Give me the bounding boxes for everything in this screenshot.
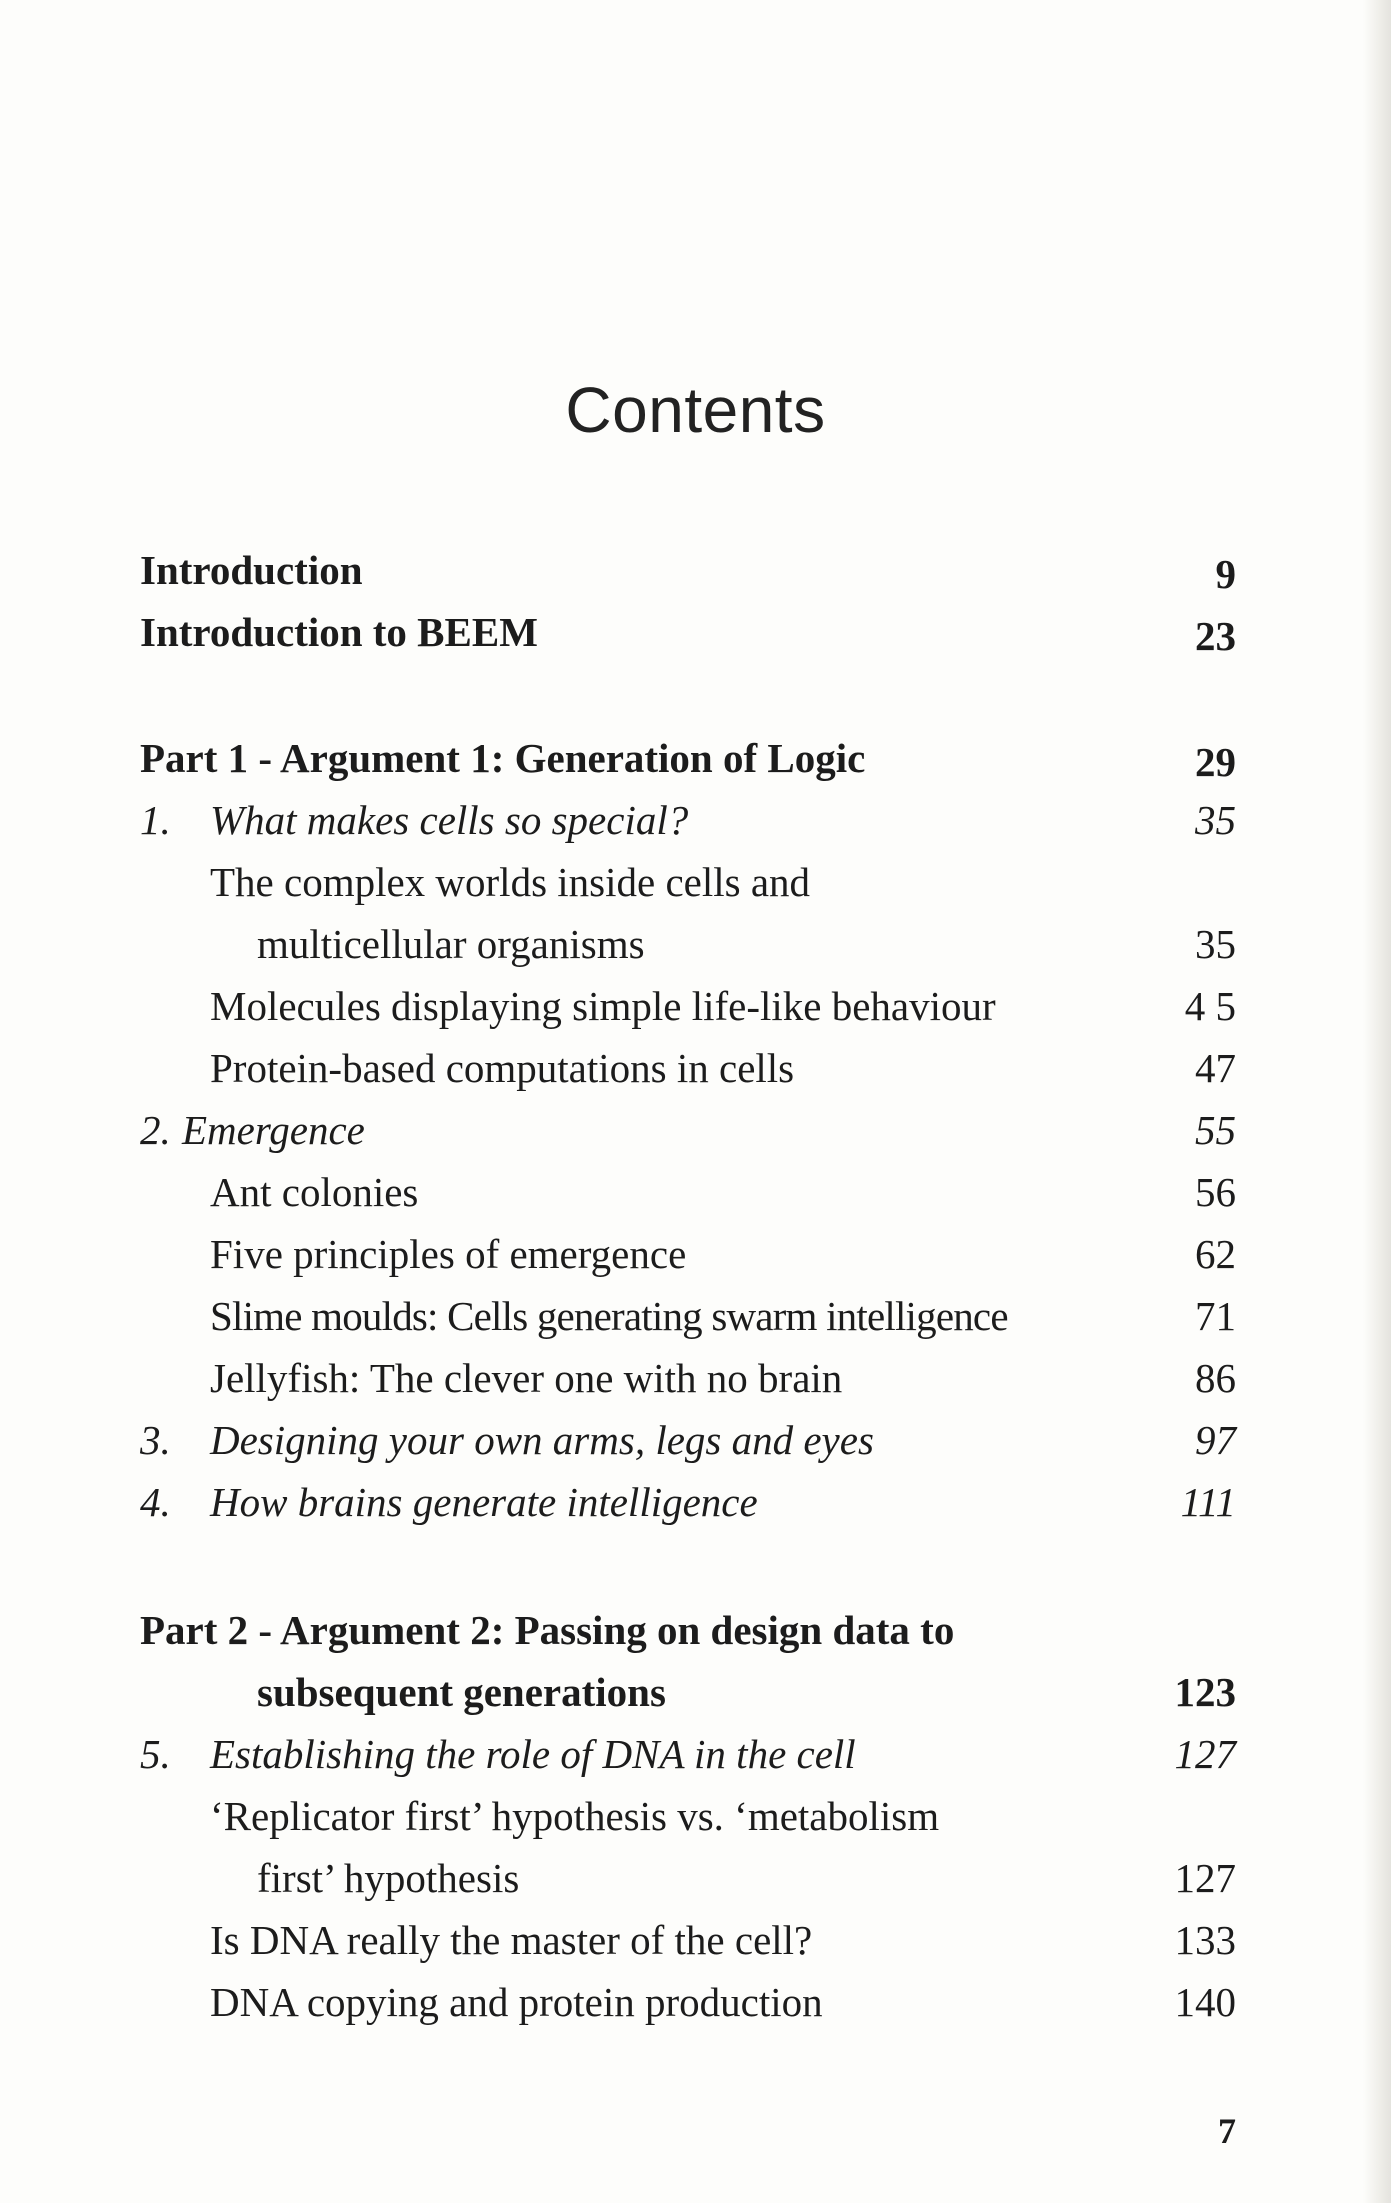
toc-entry-label: Jellyfish: The clever one with no brain	[210, 1355, 843, 1401]
toc-page-number: 29	[1195, 739, 1236, 785]
toc-page-number: 55	[1195, 1107, 1236, 1153]
toc-section-5-2[interactable]	[0, 1910, 1391, 1970]
toc-page-number: 127	[1174, 1731, 1236, 1777]
toc-entry-intro-beem[interactable]	[0, 602, 1391, 662]
toc-page-number: 111	[1180, 1479, 1236, 1525]
toc-entry-label: Introduction	[140, 547, 363, 593]
toc-page-number: 4 5	[1184, 983, 1236, 1029]
toc-entry-label: How brains generate intelligence	[210, 1479, 758, 1525]
toc-section-5-1-line-2[interactable]	[0, 1848, 1391, 1908]
toc-chapter-3[interactable]	[0, 1410, 1391, 1470]
toc-entry-label: Is DNA really the master of the cell?	[210, 1917, 813, 1963]
toc-entry-label: Protein-based computations in cells	[210, 1045, 795, 1091]
toc-entry-label: multicellular organisms	[257, 921, 645, 967]
toc-page-number: 71	[1195, 1293, 1236, 1339]
toc-chapter-1[interactable]	[0, 790, 1391, 850]
toc-entry-label: Part 1 - Argument 1: Generation of Logic	[140, 735, 866, 781]
toc-chapter-5[interactable]	[0, 1724, 1391, 1784]
toc-page-number: 97	[1195, 1417, 1236, 1463]
toc-entry-label: Emergence	[182, 1107, 365, 1153]
toc-page-number: 35	[1195, 921, 1236, 967]
toc-chapter-number: 1.	[140, 797, 171, 843]
toc-section-2-1[interactable]	[0, 1162, 1391, 1222]
toc-entry-label: Molecules displaying simple life-like behaviour	[210, 983, 996, 1029]
toc-part-1[interactable]	[0, 728, 1391, 788]
toc-section-1-1-line-2[interactable]	[0, 914, 1391, 974]
toc-entry-label: Part 2 - Argument 2: Passing on design data to	[140, 1607, 955, 1653]
toc-page-number: 56	[1195, 1169, 1236, 1215]
toc-section-2-3[interactable]	[0, 1286, 1391, 1346]
toc-chapter-2[interactable]	[0, 1100, 1391, 1160]
toc-entry-label: Slime moulds: Cells generating swarm intelligence	[210, 1293, 1008, 1339]
toc-section-1-3[interactable]	[0, 1038, 1391, 1098]
toc-chapter-number: 5.	[140, 1731, 171, 1777]
toc-section-2-4[interactable]	[0, 1348, 1391, 1408]
toc-entry-label: subsequent generations	[257, 1669, 666, 1715]
page-title: Contents	[565, 373, 826, 446]
toc-entry-label: DNA copying and protein production	[210, 1979, 823, 2025]
toc-section-1-1-line-1[interactable]	[0, 852, 1391, 912]
toc-section-5-1-line-1[interactable]	[0, 1786, 1391, 1846]
toc-section-5-3[interactable]	[0, 1972, 1391, 2032]
page-number: 7	[1218, 2111, 1236, 2151]
toc-page-number: 123	[1174, 1669, 1236, 1715]
toc-entry-introduction[interactable]	[0, 540, 1391, 600]
toc-chapter-number: 3.	[140, 1417, 171, 1463]
toc-section-2-2[interactable]	[0, 1224, 1391, 1284]
toc-chapter-number: 4.	[140, 1479, 171, 1525]
toc-chapter-4[interactable]	[0, 1472, 1391, 1532]
toc-entry-label: ‘Replicator first’ hypothesis vs. ‘metabolism	[210, 1793, 940, 1839]
toc-page-number: 47	[1195, 1045, 1236, 1091]
toc-section-1-2[interactable]	[0, 976, 1391, 1036]
toc-entry-label: Designing your own arms, legs and eyes	[210, 1417, 874, 1463]
toc-entry-label: What makes cells so special?	[210, 797, 689, 843]
toc-entry-label: Introduction to BEEM	[140, 609, 538, 655]
toc-chapter-number: 2.	[140, 1107, 171, 1153]
toc-entry-label: The complex worlds inside cells and	[210, 859, 811, 905]
toc-page-number: 127	[1174, 1855, 1236, 1901]
toc-page-number: 35	[1195, 797, 1236, 843]
toc-page-number: 140	[1174, 1979, 1236, 2025]
toc-entry-label: Five principles of emergence	[210, 1231, 687, 1277]
toc-entry-label: Establishing the role of DNA in the cell	[210, 1731, 856, 1777]
toc-page-number: 23	[1195, 613, 1236, 659]
toc-entry-label: Ant colonies	[210, 1169, 419, 1215]
toc-page-number: 86	[1195, 1355, 1236, 1401]
toc-entry-label: first’ hypothesis	[257, 1855, 520, 1901]
toc-page-number: 133	[1174, 1917, 1236, 1963]
toc-page-number: 62	[1195, 1231, 1236, 1277]
toc-part-2-line-2[interactable]	[0, 1662, 1391, 1722]
toc-part-2-line-1[interactable]	[0, 1600, 1391, 1660]
toc-page-number: 9	[1215, 551, 1236, 597]
